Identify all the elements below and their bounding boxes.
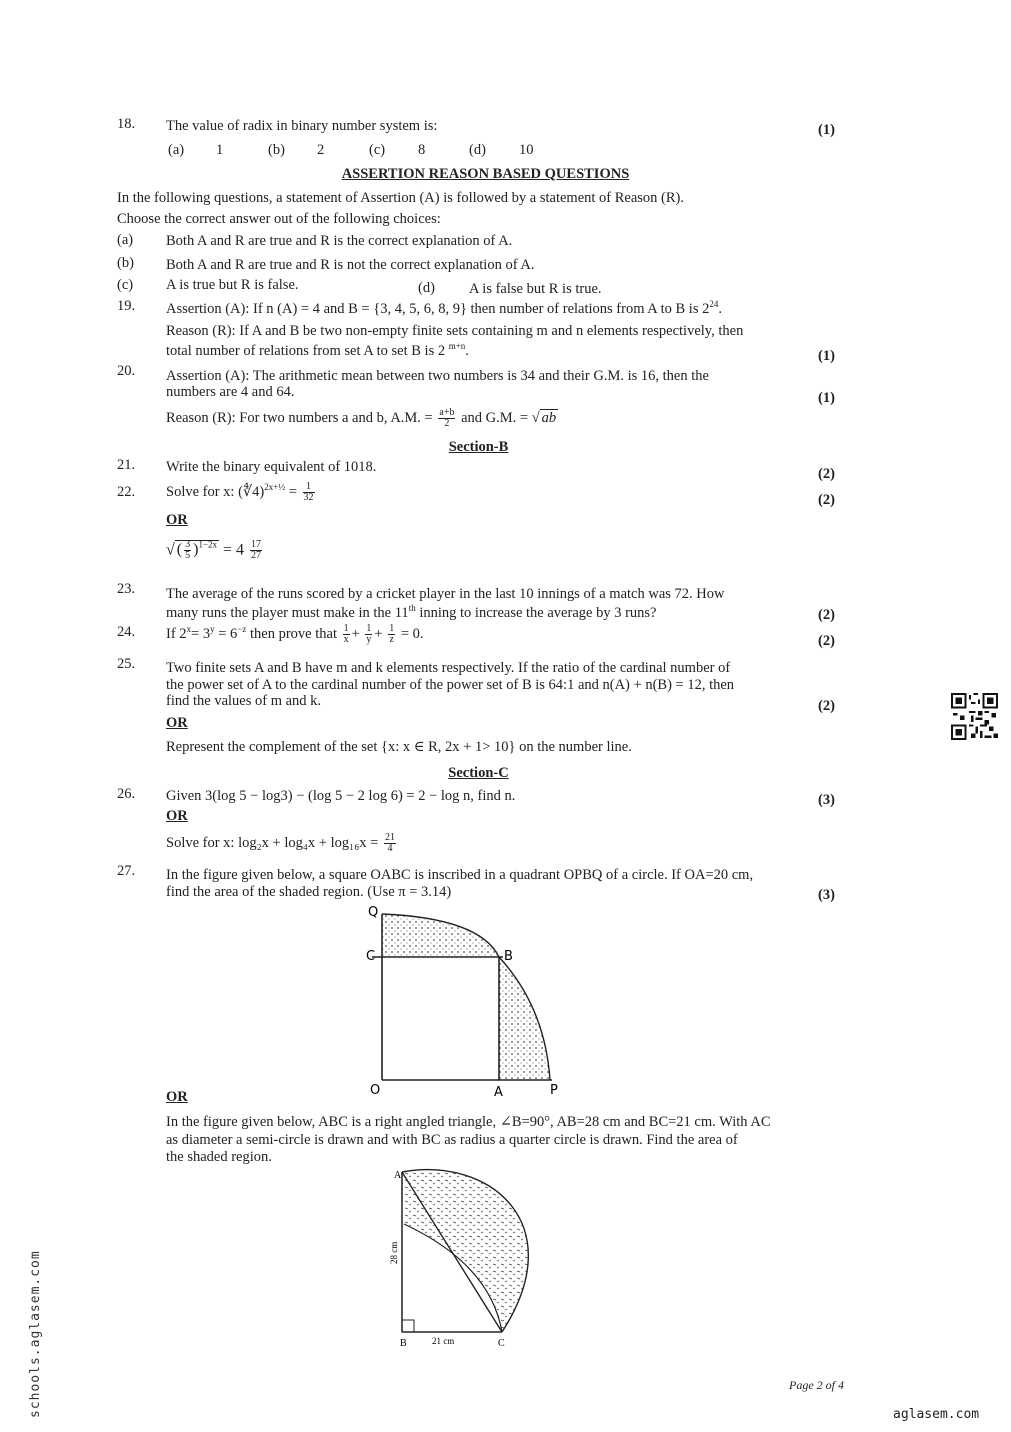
section-b-heading: Section-B xyxy=(448,439,509,455)
fig2-label-a: A xyxy=(394,1170,402,1181)
triangle-semicircle-figure xyxy=(380,1164,560,1350)
q27-or: OR xyxy=(166,1089,188,1105)
q27-alt-1: In the figure given below, ABC is a right angled triangle, ∠B=90°, AB=28 cm and BC=21 cm. With AC xyxy=(166,1114,771,1130)
fig1-label-p: P xyxy=(550,1083,558,1098)
q22-or: OR xyxy=(166,512,188,528)
q18-option-a-value: 1 xyxy=(216,142,224,158)
choice-a-label: (a) xyxy=(117,232,134,248)
fig2-label-c: C xyxy=(498,1338,505,1349)
side-watermark: schools.aglasem.com xyxy=(28,1250,43,1418)
q25-text-2: the power set of A to the cardinal number of the power set of B is 64:1 and n(A) + n(B) = 12, then xyxy=(166,677,735,693)
section-c-heading: Section-C xyxy=(448,765,509,781)
quadrant-square-figure xyxy=(360,902,570,1098)
q26-marks: (3) xyxy=(818,792,835,808)
footer-site: aglasem.com xyxy=(893,1407,980,1422)
q22-marks: (2) xyxy=(818,492,835,508)
q27-text-2: find the area of the shaded region. (Use π = 3.14) xyxy=(166,884,452,900)
q26-alt: Solve for x: log₂x + log₄x + log₁₆x = $\frac{21}{4}$ xyxy=(166,832,395,854)
q21-text: Write the binary equivalent of 1018. xyxy=(166,459,377,475)
q18-option-c-label: (c) xyxy=(369,142,386,158)
q22-text: Solve for x: (∜4)$^{2x+\frac{1}{2}}$ = $\frac{1}{32}$ xyxy=(166,481,314,503)
q23-text-2: many runs the player must make in the 11th inning to increase the average by 3 runs? xyxy=(166,603,657,621)
q26-or: OR xyxy=(166,808,188,824)
q20-assertion-1: Assertion (A): The arithmetic mean between two numbers is 34 and their G.M. is 16, then the xyxy=(166,368,709,384)
q22-number: 22. xyxy=(117,484,136,500)
q27-number: 27. xyxy=(117,863,136,879)
assertion-intro-1: In the following questions, a statement of Assertion (A) is followed by a statement of Reason (R). xyxy=(117,190,685,206)
q21-marks: (2) xyxy=(818,466,835,482)
assertion-intro-2: Choose the correct answer out of the following choices: xyxy=(117,211,441,227)
q20-number: 20. xyxy=(117,363,136,379)
q18-option-a-label: (a) xyxy=(168,142,185,158)
q18-option-b-value: 2 xyxy=(317,142,325,158)
q21-number: 21. xyxy=(117,457,136,473)
fig1-label-c: C xyxy=(366,949,376,964)
q18-option-b-label: (b) xyxy=(268,142,285,158)
q18-option-d-label: (d) xyxy=(469,142,486,158)
q24-number: 24. xyxy=(117,624,136,640)
choice-b-label: (b) xyxy=(117,255,134,271)
q18-option-c-value: 8 xyxy=(418,142,426,158)
choice-d-label: (d) xyxy=(418,280,435,296)
q19-assertion: Assertion (A): If n (A) = 4 and B = {3, 4, 5, 6, 8, 9} then number of relations from A to B is $2^{24}$. xyxy=(166,299,722,317)
fig1-label-o: O xyxy=(370,1083,381,1098)
q19-number: 19. xyxy=(117,298,136,314)
q24-text: If $2^x= 3^y = 6^{-z}$ then prove that $\frac{1}{x}$ + $\frac{1}{y}$ + $\frac{1}{z}$ = 0. xyxy=(166,623,424,645)
q27-marks: (3) xyxy=(818,887,835,903)
q20-marks: (1) xyxy=(818,390,835,406)
choice-c-text: A is true but R is false. xyxy=(166,277,299,293)
q18-option-d-value: 10 xyxy=(519,142,534,158)
q25-alt: Represent the complement of the set {x: x ∈ R, 2x + 1> 10} on the number line. xyxy=(166,739,632,755)
q18-text: The value of radix in binary number system is: xyxy=(166,118,438,134)
q23-number: 23. xyxy=(117,581,136,597)
choice-c-label: (c) xyxy=(117,277,134,293)
choice-d-text: A is false but R is true. xyxy=(469,281,602,297)
q25-or: OR xyxy=(166,715,188,731)
choice-a-text: Both A and R are true and R is the correct explanation of A. xyxy=(166,233,513,249)
q20-assertion-2: numbers are 4 and 64. xyxy=(166,384,295,400)
q26-number: 26. xyxy=(117,786,136,802)
shaded-region-right xyxy=(499,957,550,1080)
q19-reason-2: total number of relations from set A to set B is 2 $^{m+n}$. xyxy=(166,341,469,359)
q19-reason-1: Reason (R): If A and B be two non-empty finite sets containing m and n elements respectively, then xyxy=(166,323,744,339)
q27-alt-3: the shaded region. xyxy=(166,1149,272,1165)
q20-reason: Reason (R): For two numbers a and b, A.M. = $\frac{a+b}{2}$ and G.M. = √ ab xyxy=(166,407,557,429)
q18-marks: (1) xyxy=(818,122,835,138)
q25-marks: (2) xyxy=(818,698,835,714)
q23-text-1: The average of the runs scored by a cricket player in the last 10 innings of a match was 72. How xyxy=(166,586,725,602)
q26-text: Given 3(log 5 − log3) − (log 5 − 2 log 6) = 2 − log n, find n. xyxy=(166,788,516,804)
q25-number: 25. xyxy=(117,656,136,672)
fig2-label-b: B xyxy=(400,1338,407,1349)
q24-marks: (2) xyxy=(818,633,835,649)
fig2-label-ab: 28 cm xyxy=(389,1241,399,1264)
q23-marks: (2) xyxy=(818,607,835,623)
q25-text-3: find the values of m and k. xyxy=(166,693,322,709)
qr-code xyxy=(951,693,998,740)
page-number: Page 2 of 4 xyxy=(789,1378,844,1392)
q27-alt-2: as diameter a semi-circle is drawn and with BC as radius a quarter circle is drawn. Find the area of xyxy=(166,1132,738,1148)
fig1-label-q: Q xyxy=(368,905,379,920)
q19-marks: (1) xyxy=(818,348,835,364)
q22-alt: √ ( $\frac{3}{5}$ )$^{1-2x}$ = 4 $\frac{17}{27}$ xyxy=(166,539,262,562)
fig1-label-a: A xyxy=(494,1085,503,1098)
assertion-heading: ASSERTION REASON BASED QUESTIONS xyxy=(341,166,630,182)
shaded-semicircle xyxy=(402,1170,528,1332)
choice-b-text: Both A and R are true and R is not the correct explanation of A. xyxy=(166,257,535,273)
fig1-label-b: B xyxy=(504,949,513,964)
q25-text-1: Two finite sets A and B have m and k elements respectively. If the ratio of the cardinal number of xyxy=(166,660,731,676)
q18-number: 18. xyxy=(117,116,136,132)
q27-text-1: In the figure given below, a square OABC is inscribed in a quadrant OPBQ of a circle. If OA=20 cm, xyxy=(166,867,754,883)
fig2-label-bc: 21 cm xyxy=(432,1336,455,1346)
